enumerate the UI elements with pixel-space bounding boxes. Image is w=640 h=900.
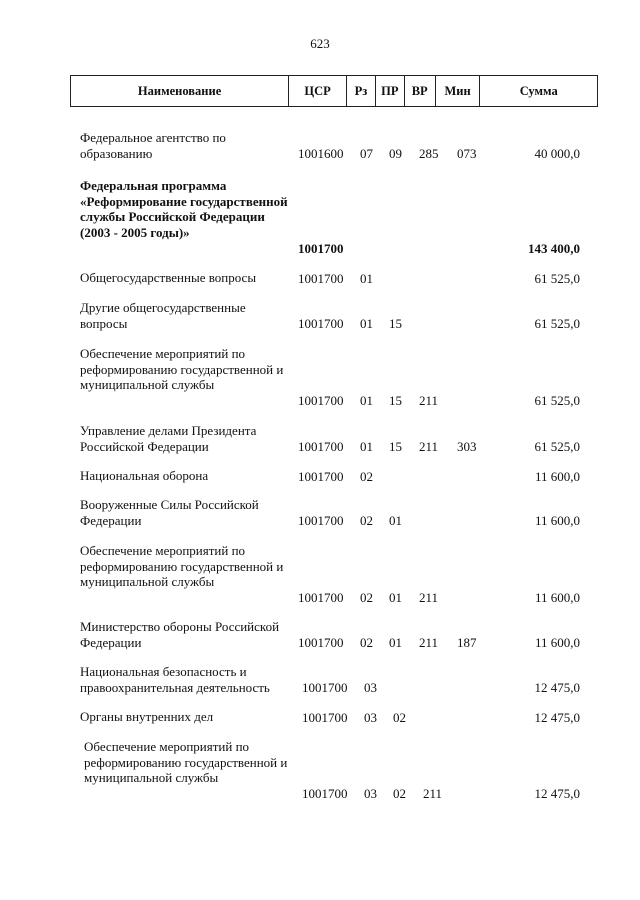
- row-rz: 03: [364, 709, 377, 725]
- row-name: Другие общегосударственные вопросы: [80, 300, 246, 331]
- row-sum: 143 400,0: [528, 240, 580, 256]
- header-name: Наименование: [71, 76, 289, 106]
- row-sum: 40 000,0: [534, 145, 580, 161]
- table-header: [70, 75, 598, 107]
- table-row: [0, 346, 640, 408]
- row-name: Вооруженные Силы Российской Федерации: [80, 497, 259, 528]
- table-row: [0, 270, 640, 286]
- row-sum: 12 475,0: [534, 785, 580, 801]
- row-rz: 03: [364, 679, 377, 695]
- row-sum: 61 525,0: [534, 315, 580, 331]
- header-vr: ВР: [405, 76, 436, 106]
- row-pr: 01: [389, 589, 402, 605]
- row-rz: 07: [360, 145, 373, 161]
- row-name: Министерство обороны Российской Федерации: [80, 619, 280, 650]
- row-vr: 211: [419, 634, 439, 650]
- table-row: [0, 709, 640, 725]
- row-name: Общегосударственные вопросы: [80, 270, 257, 285]
- row-vr: 211: [419, 589, 439, 605]
- table-row: [0, 619, 640, 650]
- row-csr: 1001700: [298, 315, 344, 331]
- row-sum: 61 525,0: [534, 392, 580, 408]
- row-rz: 02: [360, 589, 373, 605]
- row-min: 073: [457, 145, 477, 161]
- header-pr: ПР: [376, 76, 405, 106]
- row-pr: 01: [389, 634, 402, 650]
- row-csr: 1001700: [298, 392, 344, 408]
- row-rz: 01: [360, 315, 373, 331]
- row-name: Управление делами Президента Российской Федерации: [80, 423, 257, 454]
- row-csr: 1001700: [302, 679, 348, 695]
- row-name: Обеспечение мероприятий по реформированию государственной и муниципальной службы: [84, 739, 288, 785]
- header-csr: ЦСР: [289, 76, 347, 106]
- page-number: 623: [310, 36, 330, 51]
- table-row: [0, 664, 640, 695]
- row-sum: 11 600,0: [534, 512, 580, 528]
- row-name: Обеспечение мероприятий по реформированию государственной и муниципальной службы: [80, 346, 284, 392]
- row-csr: 1001700: [298, 438, 344, 454]
- row-csr: 1001700: [298, 634, 344, 650]
- row-min: 303: [457, 438, 477, 454]
- row-pr: 09: [389, 145, 402, 161]
- row-rz: 02: [360, 634, 373, 650]
- row-name: Национальная оборона: [80, 468, 209, 483]
- row-vr: 211: [423, 785, 443, 801]
- row-rz: 01: [360, 438, 373, 454]
- row-csr: 1001700: [298, 240, 344, 256]
- table-row: [0, 468, 640, 484]
- row-vr: 211: [419, 392, 439, 408]
- row-pr: 01: [389, 512, 402, 528]
- header-sum: Сумма: [519, 83, 558, 98]
- row-pr: 02: [393, 709, 406, 725]
- row-min: 187: [457, 634, 477, 650]
- row-sum: 11 600,0: [534, 634, 580, 650]
- row-csr: 1001700: [302, 709, 348, 725]
- row-csr: 1001700: [298, 468, 344, 484]
- row-name: Национальная безопасность и правоохранительная деятельность: [80, 664, 270, 695]
- row-pr: 15: [389, 315, 402, 331]
- row-pr: 15: [389, 438, 402, 454]
- table-row: [0, 300, 640, 331]
- row-sum: 61 525,0: [534, 270, 580, 286]
- table-row: [0, 739, 640, 801]
- row-csr: 1001700: [302, 785, 348, 801]
- row-rz: 01: [360, 270, 373, 286]
- row-sum: 61 525,0: [534, 438, 580, 454]
- header-min: Мин: [436, 76, 481, 106]
- row-csr: 1001700: [298, 589, 344, 605]
- row-sum: 11 600,0: [534, 468, 580, 484]
- row-pr: 15: [389, 392, 402, 408]
- row-sum: 12 475,0: [534, 709, 580, 725]
- row-rz: 01: [360, 392, 373, 408]
- row-rz: 03: [364, 785, 377, 801]
- row-rz: 02: [360, 512, 373, 528]
- row-rz: 02: [360, 468, 373, 484]
- row-vr: 211: [419, 438, 439, 454]
- table-row: [0, 130, 640, 161]
- header-rz: Рз: [347, 76, 376, 106]
- table-row: [0, 497, 640, 528]
- row-name: Федеральное агентство по образованию: [80, 130, 226, 161]
- row-csr: 1001600: [298, 145, 344, 161]
- table-row: [0, 423, 640, 454]
- row-sum: 12 475,0: [534, 679, 580, 695]
- row-pr: 02: [393, 785, 406, 801]
- table-row: [0, 178, 640, 256]
- row-csr: 1001700: [298, 512, 344, 528]
- row-vr: 285: [419, 145, 439, 161]
- row-name: Органы внутренних дел: [80, 709, 214, 724]
- row-csr: 1001700: [298, 270, 344, 286]
- row-name: Федеральная программа «Реформирование государственной службы Российской Федерации (2003 - 2005 годы)»: [80, 178, 288, 240]
- table-row: [0, 543, 640, 605]
- row-name: Обеспечение мероприятий по реформированию государственной и муниципальной службы: [80, 543, 284, 589]
- row-sum: 11 600,0: [534, 589, 580, 605]
